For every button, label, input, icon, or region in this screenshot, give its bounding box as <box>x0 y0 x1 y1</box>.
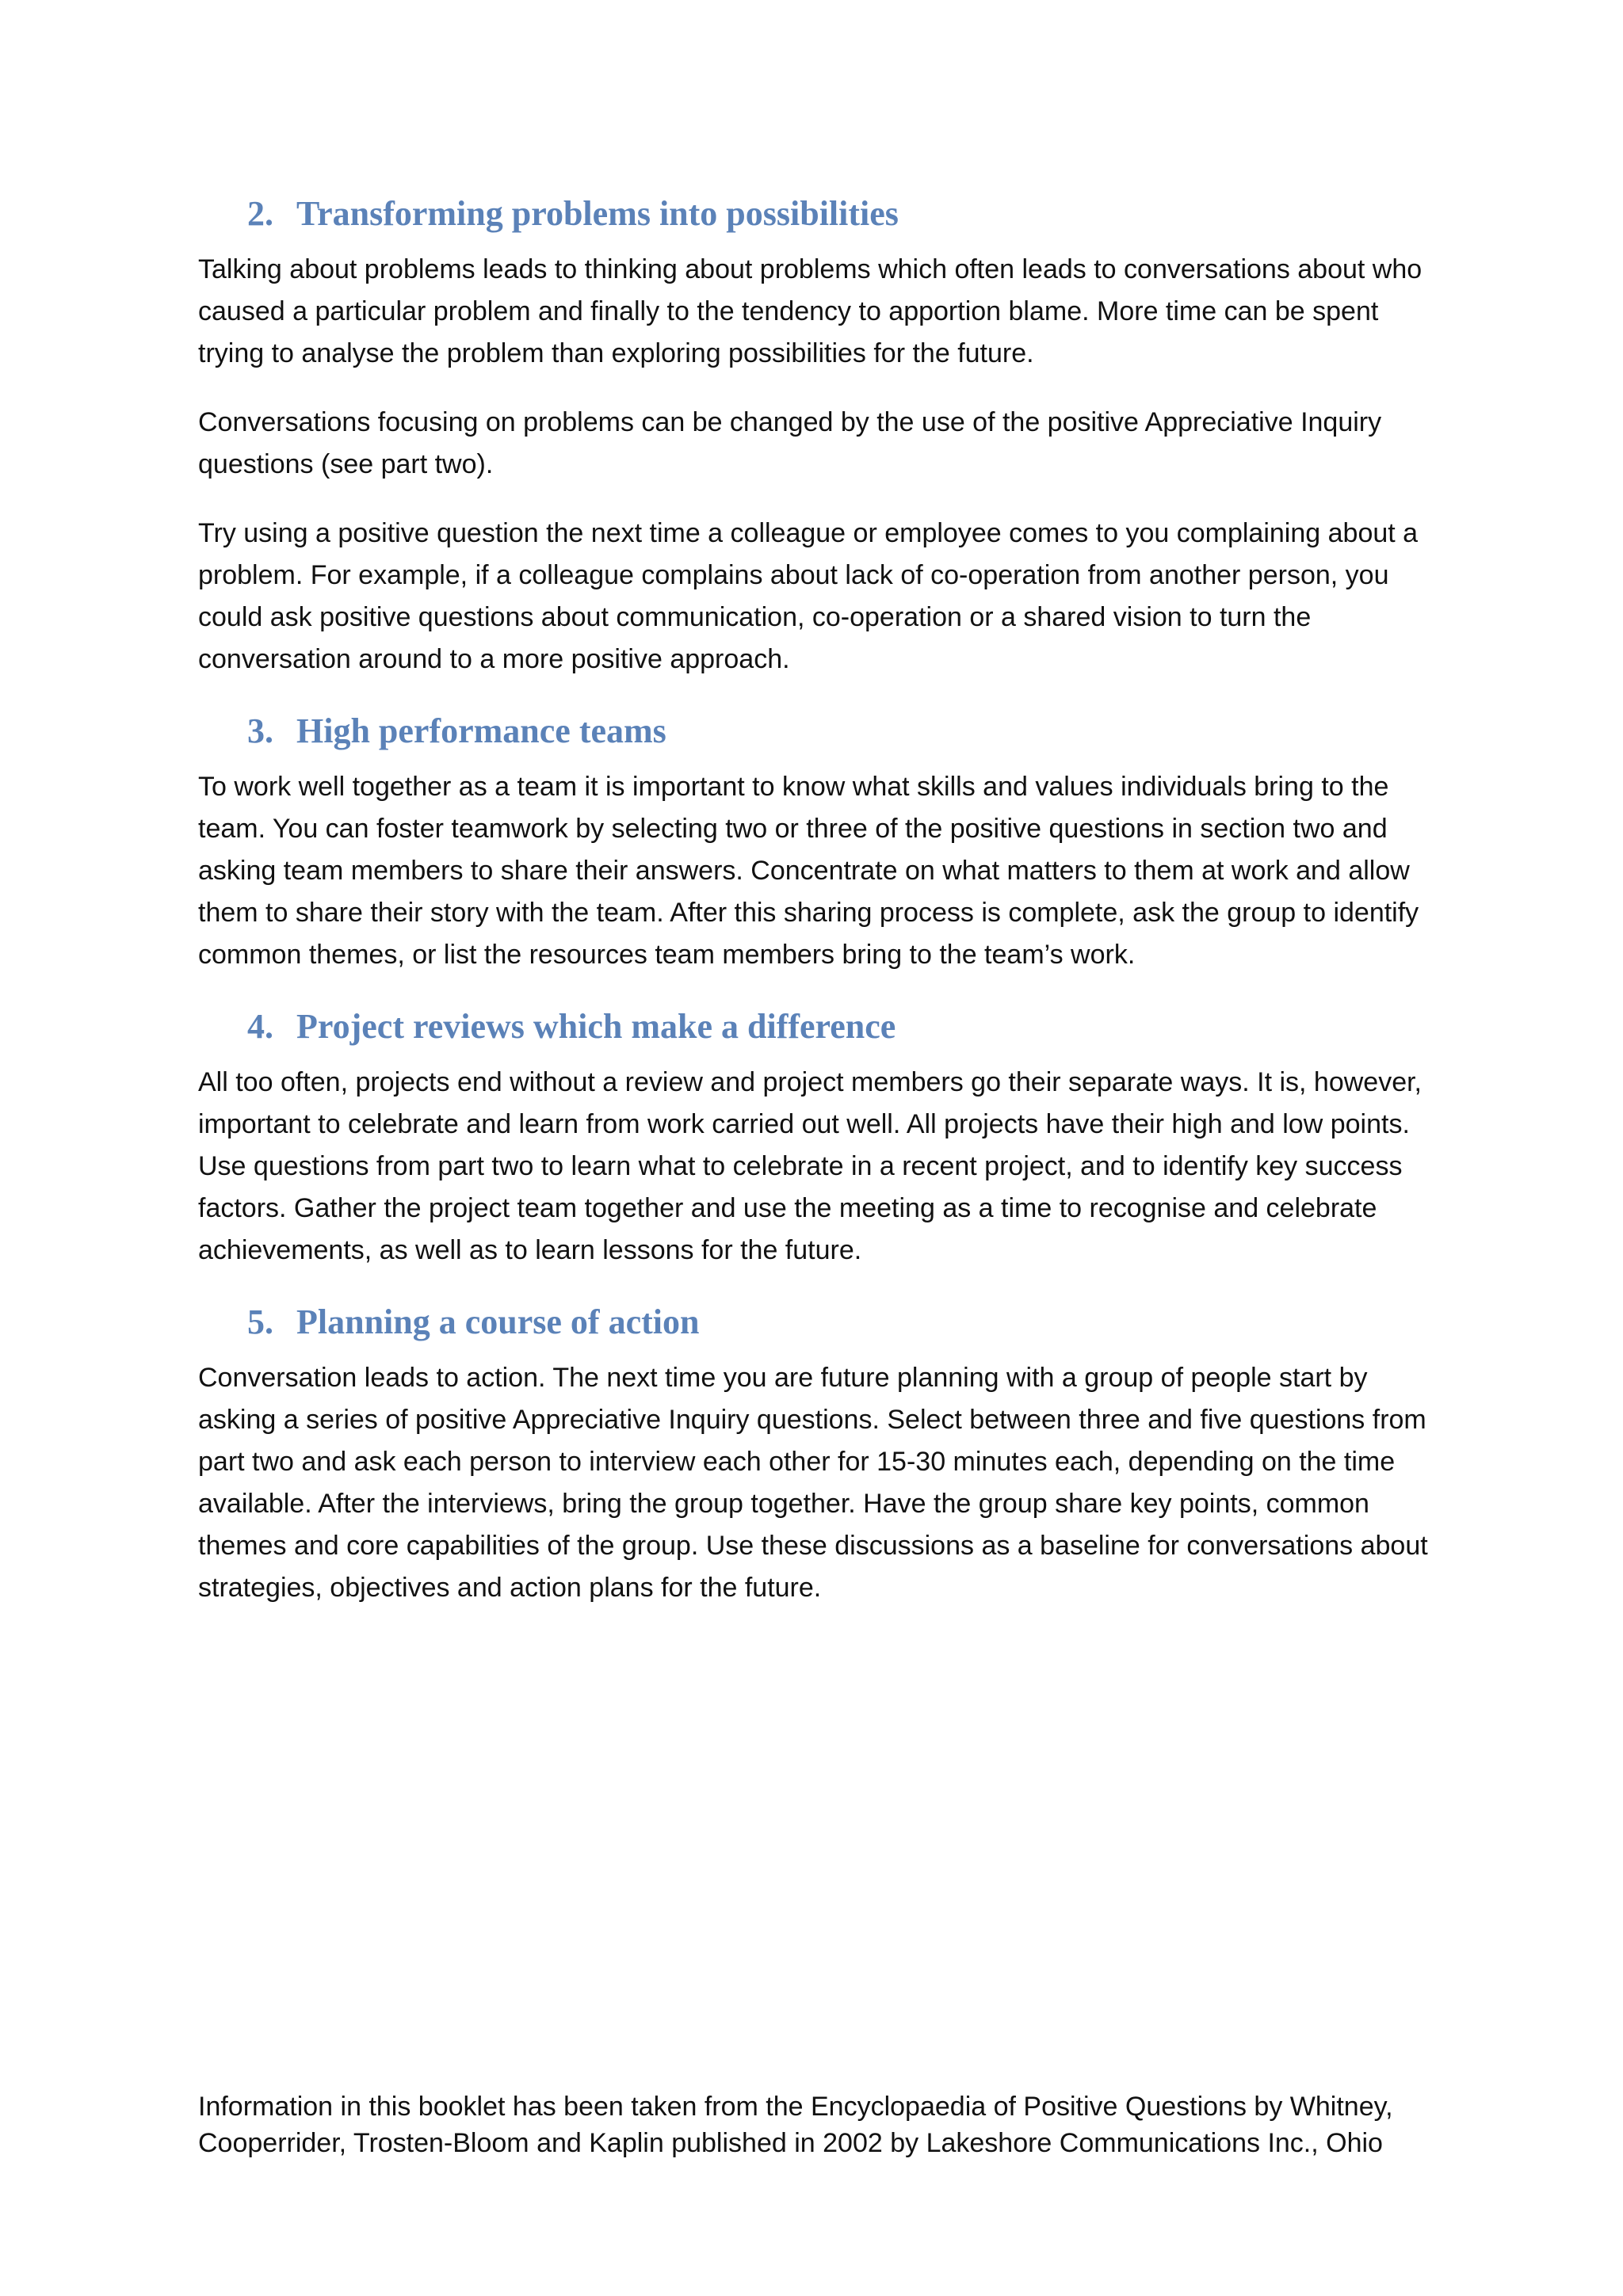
section-title: High performance teams <box>296 711 666 750</box>
section-number: 3. <box>247 711 273 750</box>
section-number: 5. <box>247 1302 273 1341</box>
section-number: 2. <box>247 194 273 233</box>
section-title: Planning a course of action <box>296 1302 700 1341</box>
document-body <box>198 190 1434 1636</box>
section-high-performance-teams <box>198 707 1434 976</box>
section-heading <box>198 707 1434 755</box>
footer-citation: Information in this booklet has been taken from the Encyclopaedia of Positive Questions by Whitney, Cooperrider, Trosten-Bloom and Kaplin published in 2002 by Lakeshore Communications Inc., Ohio <box>198 2092 1393 2158</box>
section-title: Transforming problems into possibilities <box>296 194 899 233</box>
section-heading <box>198 1003 1434 1051</box>
section-title: Project reviews which make a difference <box>296 1007 896 1046</box>
paragraph: Talking about problems leads to thinking about problems which often leads to conversations about who caused a particular problem and finally to the tendency to apportion blame. More time can be spent trying to analyse the problem than exploring possibilities for the future. <box>198 254 1423 368</box>
paragraph: Conversations focusing on problems can be changed by the use of the positive Appreciative Inquiry questions (see part two). <box>198 407 1382 479</box>
section-project-reviews <box>198 1003 1434 1272</box>
section-number: 4. <box>247 1007 273 1046</box>
section-heading <box>198 1299 1434 1346</box>
paragraph: All too often, projects end without a review and project members go their separate ways. It is, however, important to celebrate and learn from work carried out well. All projects have their high and low points. Use questions from part two to learn what to celebrate in a recent project, and to identify key success factors. Gather the project team together and use the meeting as a time to recognise and celebrate achievements, as well as to learn lessons for the future. <box>198 1067 1422 1265</box>
section-planning-course-of-action <box>198 1299 1434 1609</box>
section-heading <box>198 190 1434 238</box>
paragraph: Conversation leads to action. The next time you are future planning with a group of people start by asking a series of positive Appreciative Inquiry questions. Select between three and five questions from part two and ask each person to interview each other for 15-30 minutes each, depending on the time available. After the interviews, bring the group together. Have the group share key points, common themes and core capabilities of the group. Use these discussions as a baseline for conversations about strategies, objectives and action plans for the future. <box>198 1363 1428 1603</box>
paragraph: Try using a positive question the next time a colleague or employee comes to you complaining about a problem. For example, if a colleague complains about lack of co-operation from another person, you could ask positive questions about communication, co-operation or a shared vision to turn the conversation around to a more positive approach. <box>198 518 1419 674</box>
section-transforming-problems <box>198 190 1434 681</box>
paragraph: To work well together as a team it is important to know what skills and values individuals bring to the team. You can foster teamwork by selecting two or three of the positive questions in section two and asking team members to share their answers. Concentrate on what matters to them at work and allow them to share their story with the team. After this sharing process is complete, ask the group to identify common themes, or list the resources team members bring to the team’s work. <box>198 772 1419 970</box>
